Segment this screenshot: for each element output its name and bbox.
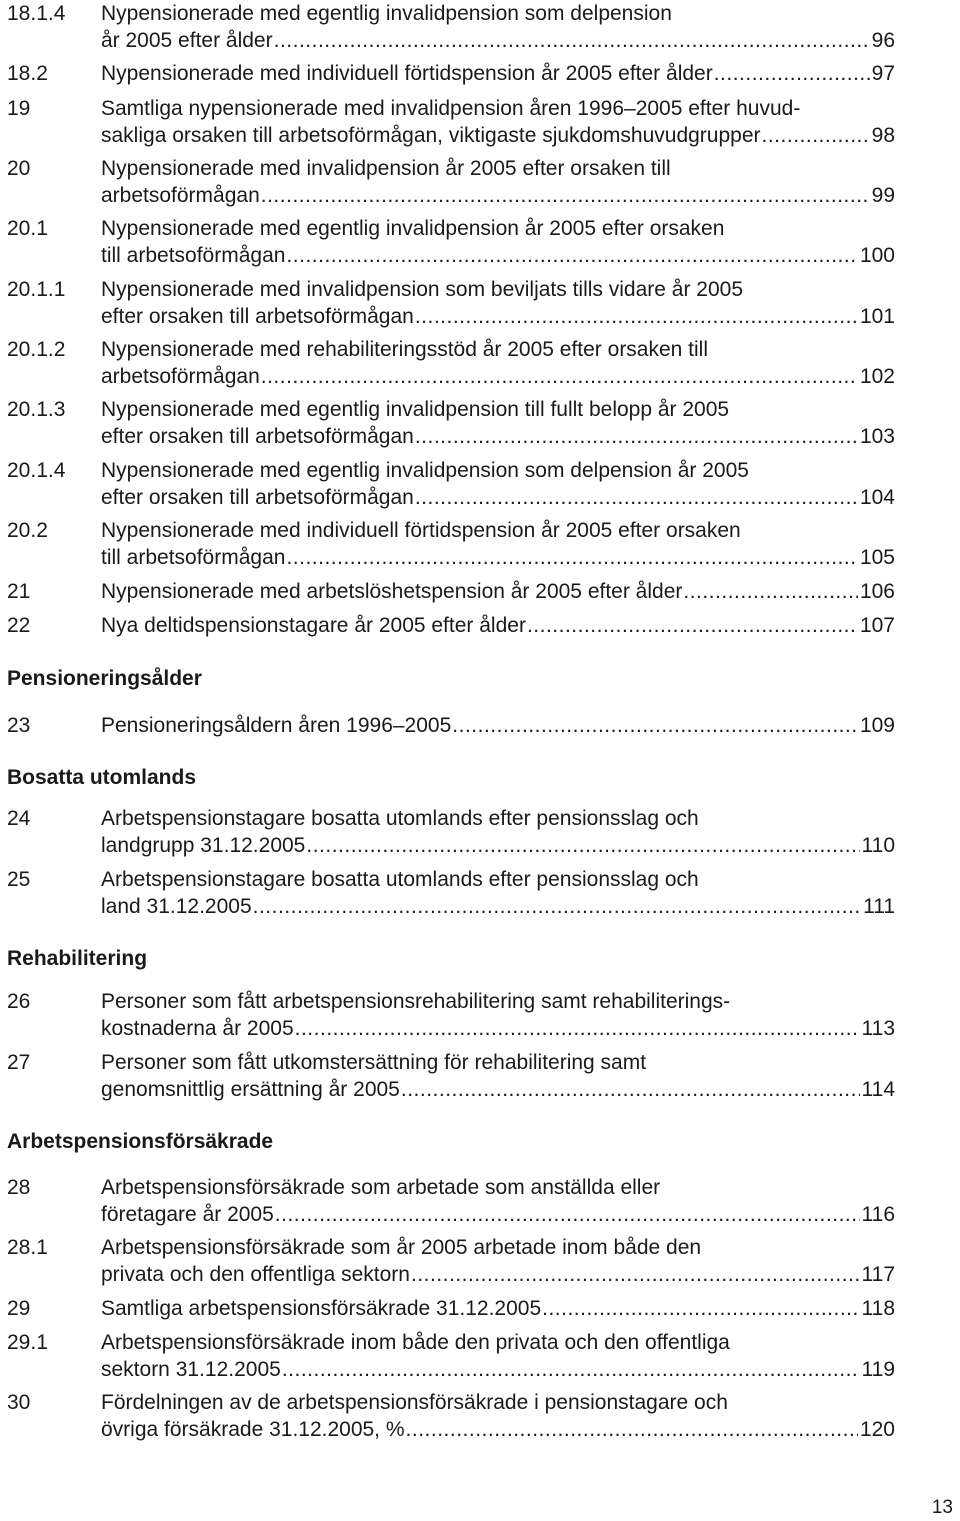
toc-entry-body [101, 457, 895, 511]
dot-leader [274, 27, 870, 54]
toc-entry-page[interactable]: 117 [861, 1263, 895, 1286]
toc-entry-title-line: Personer som fått arbetspensionsrehabilitering samt rehabiliterings- [101, 990, 731, 1013]
toc-entry-body [101, 1389, 895, 1443]
dot-leader [286, 544, 858, 571]
toc-entry-title-line: Nypensionerade med egentlig invalidpension år 2005 efter orsaken [101, 217, 725, 240]
toc-entry-title-line: kostnaderna år 2005 [101, 1017, 294, 1040]
section-heading: Arbetspensionsförsäkrade [7, 1130, 274, 1153]
toc-entry-number: 29.1 [7, 1331, 48, 1354]
toc-entry-number: 23 [7, 714, 31, 737]
dot-leader [275, 1201, 860, 1228]
toc-entry[interactable] [7, 612, 895, 639]
toc-entry-title-line: sektorn 31.12.2005 [101, 1358, 281, 1381]
toc-entry-body [101, 1049, 895, 1103]
toc-entry[interactable] [7, 1295, 895, 1322]
toc-entry-page[interactable]: 105 [859, 546, 895, 569]
toc-entry-title-line: Samtliga nypensionerade med invalidpension åren 1996–2005 efter huvud- [101, 97, 801, 120]
toc-entry[interactable] [7, 60, 895, 87]
toc-entry-last-line [101, 578, 895, 605]
toc-entry-number: 28.1 [7, 1236, 48, 1259]
toc-entry[interactable] [7, 988, 895, 1042]
toc-entry-body [101, 1295, 895, 1322]
toc-entry-title-line: Personer som fått utkomstersättning för rehabilitering samt [101, 1051, 647, 1074]
toc-entry-last-line [101, 832, 895, 859]
toc-entry-page[interactable]: 120 [859, 1418, 895, 1441]
dot-leader [452, 712, 858, 739]
toc-entry-title-line: övriga försäkrade 31.12.2005, % [101, 1418, 405, 1441]
toc-entry-body [101, 805, 895, 859]
toc-entry-page[interactable]: 98 [871, 124, 895, 147]
toc-entry-last-line [101, 1076, 895, 1103]
toc-entry-number: 18.2 [7, 62, 48, 85]
toc-entry-last-line [101, 1201, 895, 1228]
dot-leader [261, 363, 858, 390]
toc-entry-page[interactable]: 101 [859, 305, 895, 328]
dot-leader [282, 1356, 860, 1383]
dot-leader [714, 60, 870, 87]
toc-entry-last-line [101, 484, 895, 511]
toc-entry[interactable] [7, 1049, 895, 1103]
toc-entry[interactable] [7, 396, 895, 450]
dot-leader [306, 832, 859, 859]
toc-entry-page[interactable]: 102 [859, 365, 895, 388]
toc-entry[interactable] [7, 336, 895, 390]
toc-entry-page[interactable]: 100 [859, 244, 895, 267]
toc-entry-last-line [101, 712, 895, 739]
toc-entry-last-line [101, 1295, 895, 1322]
toc-entry-last-line [101, 1261, 895, 1288]
toc-entry-title-line: Nypensionerade med arbetslöshetspension år 2005 efter ålder [101, 580, 683, 603]
toc-entry-last-line [101, 363, 895, 390]
toc-entry-page[interactable]: 99 [871, 184, 895, 207]
toc-entry-title-line: genomsnittlig ersättning år 2005 [101, 1078, 400, 1101]
toc-entry-title-line: land 31.12.2005 [101, 895, 252, 918]
section-heading: Bosatta utomlands [7, 766, 197, 789]
toc-entry-body [101, 396, 895, 450]
toc-entry-title-line: till arbetsoförmågan [101, 244, 286, 267]
toc-entry[interactable] [7, 805, 895, 859]
toc-entry-last-line [101, 1015, 895, 1042]
dot-leader [295, 1015, 860, 1042]
toc-entry-last-line [101, 612, 895, 639]
toc-entry-page[interactable]: 96 [871, 29, 895, 52]
toc-entry-title-line: Arbetspensionstagare bosatta utomlands efter pensionsslag och [101, 868, 699, 891]
toc-entry[interactable] [7, 1329, 895, 1383]
toc-entry-body [101, 155, 895, 209]
dot-leader [415, 423, 858, 450]
dot-leader [415, 484, 858, 511]
toc-entry[interactable] [7, 866, 895, 920]
toc-entry-body [101, 95, 895, 149]
page-number: 13 [931, 1497, 953, 1518]
toc-entry-page[interactable]: 110 [861, 834, 895, 857]
toc-entry[interactable] [7, 1174, 895, 1228]
toc-entry-body [101, 336, 895, 390]
toc-entry-body [101, 612, 895, 639]
toc-entry-title-line: sakliga orsaken till arbetsoförmågan, viktigaste sjukdomshuvudgrupper [101, 124, 761, 147]
toc-entry-number: 27 [7, 1051, 31, 1074]
toc-entry-number: 20.1.3 [7, 398, 66, 421]
toc-entry[interactable] [7, 712, 895, 739]
dot-leader [401, 1076, 860, 1103]
toc-entry-title-line: Arbetspensionsförsäkrade inom både den privata och den offentliga [101, 1331, 730, 1354]
toc-entry-page[interactable]: 107 [859, 614, 895, 637]
toc-entry-title-line: Nypensionerade med egentlig invalidpension som delpension år 2005 [101, 459, 749, 482]
section-heading: Pensioneringsålder [7, 667, 202, 690]
toc-entry-title-line: företagare år 2005 [101, 1203, 274, 1226]
toc-entry-page[interactable]: 104 [859, 486, 895, 509]
toc-entry-body [101, 0, 895, 54]
toc-entry-body [101, 517, 895, 571]
toc-entry-body [101, 60, 895, 87]
toc-entry-title-line: Nypensionerade med egentlig invalidpension som delpension [101, 2, 672, 25]
toc-entry-page[interactable]: 119 [861, 1358, 895, 1381]
toc-entry-title-line: efter orsaken till arbetsoförmågan [101, 305, 414, 328]
toc-entry-body [101, 578, 895, 605]
toc-entry-body [101, 712, 895, 739]
toc-entry-title-line: landgrupp 31.12.2005 [101, 834, 306, 857]
toc-entry-number: 20.1 [7, 217, 48, 240]
toc-entry-title-line: Arbetspensionsförsäkrade som år 2005 arbetade inom både den [101, 1236, 702, 1259]
toc-entry-title-line: efter orsaken till arbetsoförmågan [101, 425, 414, 448]
dot-leader [762, 122, 870, 149]
toc-entry-page[interactable]: 114 [861, 1078, 895, 1101]
toc-entry-number: 20.2 [7, 519, 48, 542]
toc-entry-last-line [101, 1356, 895, 1383]
toc-entry-title-line: Nypensionerade med rehabiliteringsstöd år 2005 efter orsaken till [101, 338, 709, 361]
toc-entry-number: 20 [7, 157, 31, 180]
toc-entry-body [101, 1234, 895, 1288]
toc-entry-number: 24 [7, 807, 31, 830]
toc-entry-last-line [101, 242, 895, 269]
toc-entry-title-line: efter orsaken till arbetsoförmågan [101, 486, 414, 509]
dot-leader [542, 1295, 859, 1322]
toc-entry-last-line [101, 544, 895, 571]
toc-entry-title-line: Nypensionerade med invalidpension som beviljats tills vidare år 2005 [101, 278, 744, 301]
toc-entry-title-line: till arbetsoförmågan [101, 546, 286, 569]
toc-entry-page[interactable]: 118 [861, 1297, 895, 1320]
toc-entry-title-line: Nypensionerade med individuell förtidspension år 2005 efter orsaken [101, 519, 741, 542]
dot-leader [253, 893, 861, 920]
toc-entry-number: 25 [7, 868, 31, 891]
toc-entry-title-line: Arbetspensionstagare bosatta utomlands efter pensionsslag och [101, 807, 699, 830]
toc-entry-number: 29 [7, 1297, 31, 1320]
toc-entry[interactable] [7, 517, 895, 571]
toc-entry-number: 20.1.1 [7, 278, 66, 301]
toc-entry-last-line [101, 423, 895, 450]
toc-entry[interactable] [7, 95, 895, 149]
toc-entry[interactable] [7, 0, 895, 54]
toc-entry-title-line: Nypensionerade med individuell förtidspension år 2005 efter ålder [101, 62, 713, 85]
section-heading: Rehabilitering [7, 947, 148, 970]
toc-entry-body [101, 215, 895, 269]
toc-entry-number: 26 [7, 990, 31, 1013]
toc-entry-page[interactable]: 116 [861, 1203, 895, 1226]
toc-entry-title-line: arbetsoförmågan [101, 184, 260, 207]
toc-entry[interactable] [7, 1234, 895, 1288]
toc-entry-title-line: Samtliga arbetspensionsförsäkrade 31.12.2005 [101, 1297, 542, 1320]
toc-entry-last-line [101, 1416, 895, 1443]
dot-leader [527, 612, 858, 639]
toc-entry-page[interactable]: 111 [863, 895, 895, 918]
dot-leader [261, 182, 870, 209]
toc-entry-last-line [101, 182, 895, 209]
dot-leader [411, 1261, 860, 1288]
toc-entry[interactable] [7, 1389, 895, 1443]
toc-entry-number: 19 [7, 97, 31, 120]
toc-entry-title-line: privata och den offentliga sektorn [101, 1263, 410, 1286]
toc-entry[interactable] [7, 155, 895, 209]
toc-entry-number: 20.1.4 [7, 459, 66, 482]
toc-entry-last-line [101, 122, 895, 149]
toc-entry-title-line: Arbetspensionsförsäkrade som arbetade som anställda eller [101, 1176, 661, 1199]
toc-entry[interactable] [7, 276, 895, 330]
toc-entry-number: 21 [7, 580, 31, 603]
toc-entry-title-line: Pensioneringsåldern åren 1996–2005 [101, 714, 452, 737]
toc-entry-page[interactable]: 103 [859, 425, 895, 448]
toc-entry-last-line [101, 27, 895, 54]
dot-leader [286, 242, 858, 269]
toc-entry-body [101, 988, 895, 1042]
toc-entry-title-line: Fördelningen av de arbetspensionsförsäkrade i pensionstagare och [101, 1391, 728, 1414]
toc-entry-number: 22 [7, 614, 31, 637]
toc-entry[interactable] [7, 215, 895, 269]
toc-entry[interactable] [7, 457, 895, 511]
toc-entry-page[interactable]: 106 [859, 580, 895, 603]
toc-entry-body [101, 1329, 895, 1383]
toc-entry-body [101, 1174, 895, 1228]
dot-leader [683, 578, 858, 605]
toc-entry-page[interactable]: 113 [861, 1017, 895, 1040]
toc-entry-number: 18.1.4 [7, 2, 66, 25]
toc-entry-last-line [101, 60, 895, 87]
toc-entry-last-line [101, 893, 895, 920]
toc-entry-title-line: Nypensionerade med invalidpension år 2005 efter orsaken till [101, 157, 671, 180]
toc-entry-body [101, 866, 895, 920]
toc-entry-title-line: år 2005 efter ålder [101, 29, 273, 52]
toc-entry-page[interactable]: 109 [859, 714, 895, 737]
toc-entry-title-line: Nya deltidspensionstagare år 2005 efter ålder [101, 614, 526, 637]
toc-entry-body [101, 276, 895, 330]
toc-entry[interactable] [7, 578, 895, 605]
toc-entry-page[interactable]: 97 [871, 62, 895, 85]
toc-entry-number: 30 [7, 1391, 31, 1414]
toc-entry-title-line: arbetsoförmågan [101, 365, 260, 388]
dot-leader [415, 303, 858, 330]
toc-entry-number: 28 [7, 1176, 31, 1199]
toc-entry-last-line [101, 303, 895, 330]
toc-entry-number: 20.1.2 [7, 338, 66, 361]
toc-entry-title-line: Nypensionerade med egentlig invalidpension till fullt belopp år 2005 [101, 398, 730, 421]
dot-leader [406, 1416, 858, 1443]
